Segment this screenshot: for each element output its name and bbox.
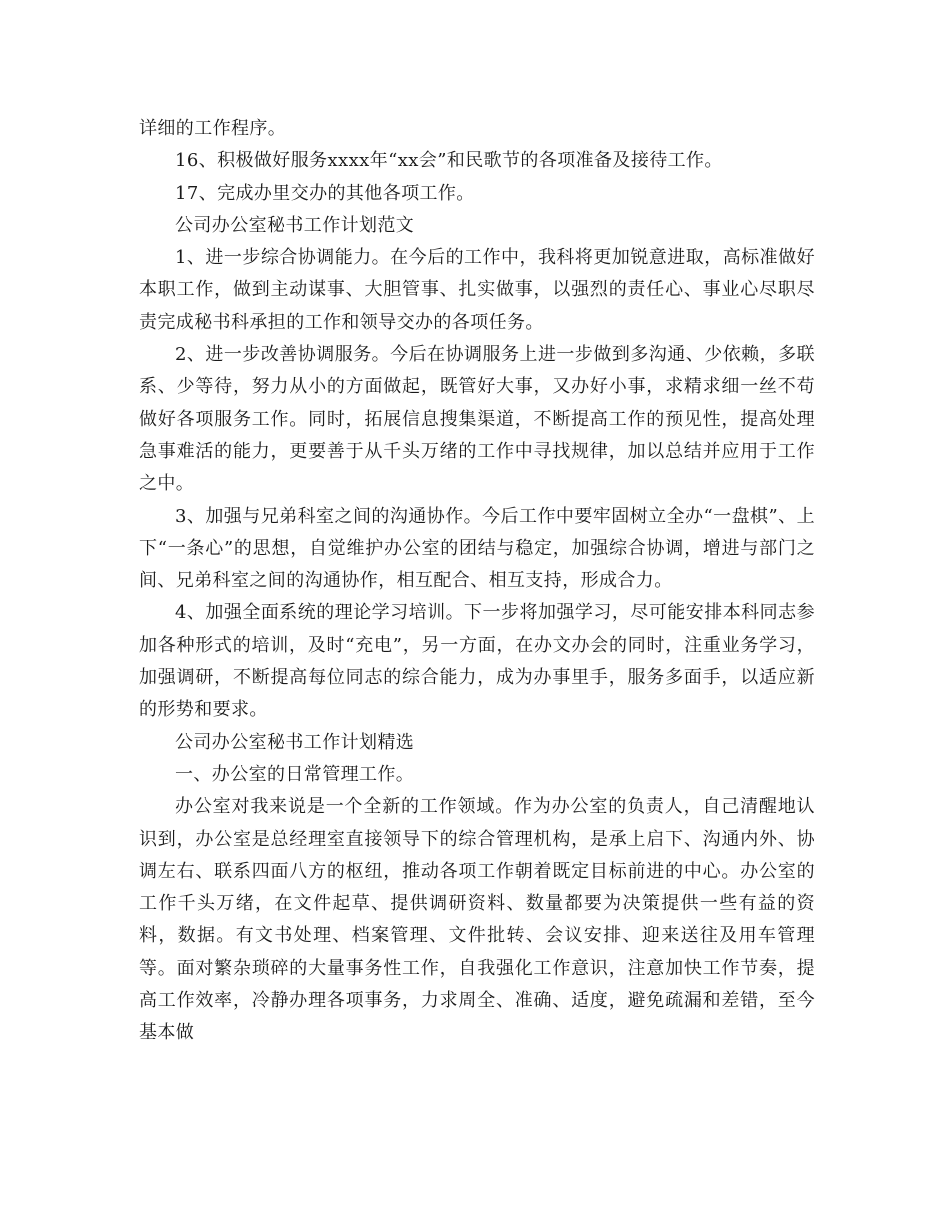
paragraph-office-intro: 办公室对我来说是一个全新的工作领域。作为办公室的负责人，自己清醒地认识到，办公室是总经理室直接领导下的综合管理机构，是承上启下、沟通内外、协调左右、联系四面八方的枢纽，推动各项工作朝着既定目标前进的中心。办公室的工作千头万绪，在文件起草、提供调研资料、数量都要为决策提供一些有益的资料，数据。有文书处理、档案管理、文件批转、会议安排、迎来送往及用车管理等。面对繁杂琐碎的大量事务性工作，自我强化工作意识，注意加快工作节奏，提高工作效率，冷静办理各项事务，力求周全、准确、适度，避免疏漏和差错，至今基本做 [139, 796, 815, 1044]
section-heading-selected: 公司办公室秘书工作计划精选 [175, 731, 415, 753]
paragraph-point-3: 3、加强与兄弟科室之间的沟通协作。今后工作中要牢固树立全办“一盘棋”、上下“一条心”的思想，自觉维护办公室的团结与稳定，加强综合协调，增进与部门之间、兄弟科室之间的沟通协作，相互配合、相互支持，形成合力。 [139, 505, 815, 592]
paragraph-item-16: 16、积极做好服务xxxx年“xx会”和民歌节的各项准备及接待工作。 [175, 150, 723, 172]
paragraph-point-4: 4、加强全面系统的理论学习培训。下一步将加强学习，尽可能安排本科同志参加各种形式的培训，及时“充电”，另一方面，在办文办会的同时，注重业务学习，加强调研，不断提高每位同志的综合能力，成为办事里手，服务多面手，以适应新的形势和要求。 [139, 602, 815, 721]
paragraph-item-17: 17、完成办里交办的其他各项工作。 [175, 182, 475, 204]
subheading-daily-management: 一、办公室的日常管理工作。 [175, 763, 415, 785]
section-heading-template: 公司办公室秘书工作计划范文 [175, 214, 415, 236]
paragraph-point-2: 2、进一步改善协调服务。今后在协调服务上进一步做到多沟通、少依赖，多联系、少等待，努力从小的方面做起，既管好大事，又办好小事，求精求细一丝不苟做好各项服务工作。同时，拓展信息搜集渠道，不断提高工作的预见性，提高处理急事难活的能力，更要善于从千头万绪的工作中寻找规律，加以总结并应用于工作之中。 [139, 344, 815, 495]
paragraph-point-1: 1、进一步综合协调能力。在今后的工作中，我科将更加锐意进取，高标准做好本职工作，做到主动谋事、大胆管事、扎实做事，以强烈的责任心、事业心尽职尽责完成秘书科承担的工作和领导交办的各项任务。 [139, 247, 815, 333]
paragraph-continuation: 详细的工作程序。 [139, 118, 287, 139]
document-body [139, 113, 815, 1050]
